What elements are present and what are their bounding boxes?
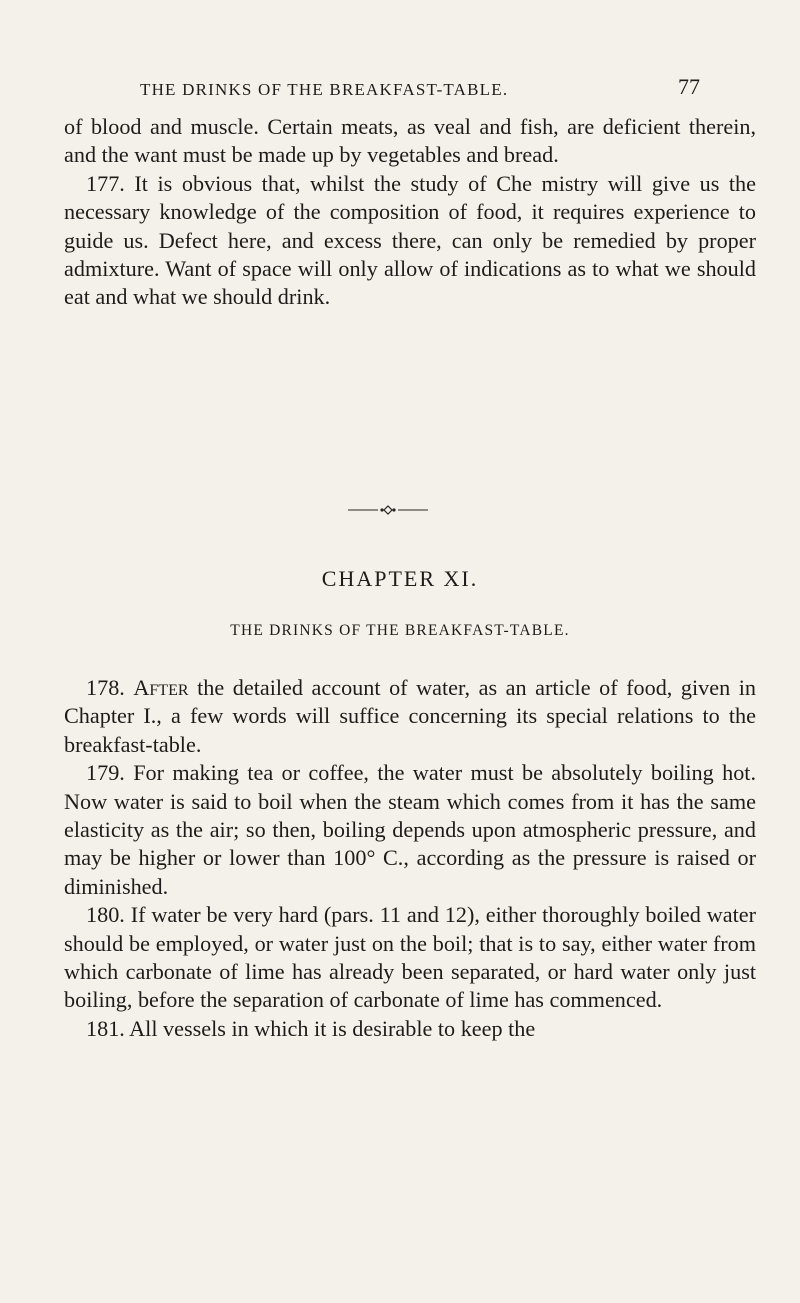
paragraph-text: It is obvious that, whilst the study of Che mistry will give us the necessary knowledge of the composition of food, it requires experience to guide us. Defect here, and excess there, can only be remedied by proper admixture. Want of space will only allow of indications as to what we should eat and what we should drink. bbox=[64, 170, 756, 310]
paragraph-179 bbox=[64, 759, 756, 901]
paragraph-text: the detailed account of water, as an article of food, given in Chapter I., a few words will suffice concerning its special relations to the breakfast-table. bbox=[64, 675, 757, 757]
paragraph-177 bbox=[64, 170, 756, 312]
paragraph-number: 180. bbox=[86, 902, 125, 928]
text-block-lower bbox=[64, 674, 756, 1043]
paragraph-lead-word: After bbox=[133, 675, 189, 700]
continuation-paragraph: of blood and muscle. Certain meats, as veal and fish, are deficient therein, and the want must be made up by vegetables and bread. bbox=[64, 114, 756, 168]
paragraph-text: For making tea or coffee, the water must be absolutely boiling hot. Now water is said to boil when the steam which comes from it has the same elasticity as the air; so then, boiling depends upon atmospheric pressure, and may be higher or lower than 100° C., according as the pressure is raised or diminished. bbox=[64, 760, 756, 899]
paragraph-number: 177. bbox=[86, 170, 125, 196]
paragraph-number: 178. bbox=[86, 675, 125, 700]
paragraph-text: If water be very hard (pars. 11 and 12), either thoroughly boiled water should be employed, or water just on the boil; that is to say, either water from which carbonate of lime has already been separated, or hard water only just boiling, before the separation of carbonate of lime has commenced. bbox=[64, 902, 757, 1013]
page-number: 77 bbox=[678, 74, 700, 99]
chapter-title: CHAPTER XI. bbox=[321, 566, 479, 591]
paragraph-178 bbox=[64, 674, 756, 759]
running-head: THE DRINKS OF THE BREAKFAST-TABLE. bbox=[140, 80, 509, 99]
paragraph-number: 181. bbox=[86, 1015, 125, 1041]
paragraph-number: 179. bbox=[86, 760, 125, 786]
chapter-subtitle: THE DRINKS OF THE BREAKFAST-TABLE. bbox=[230, 622, 570, 639]
text-block-upper bbox=[64, 113, 756, 312]
paragraph-181 bbox=[64, 1015, 756, 1043]
section-divider bbox=[348, 504, 428, 516]
paragraph-text: All vessels in which it is desirable to keep the bbox=[129, 1015, 536, 1041]
paragraph-180 bbox=[64, 901, 756, 1015]
